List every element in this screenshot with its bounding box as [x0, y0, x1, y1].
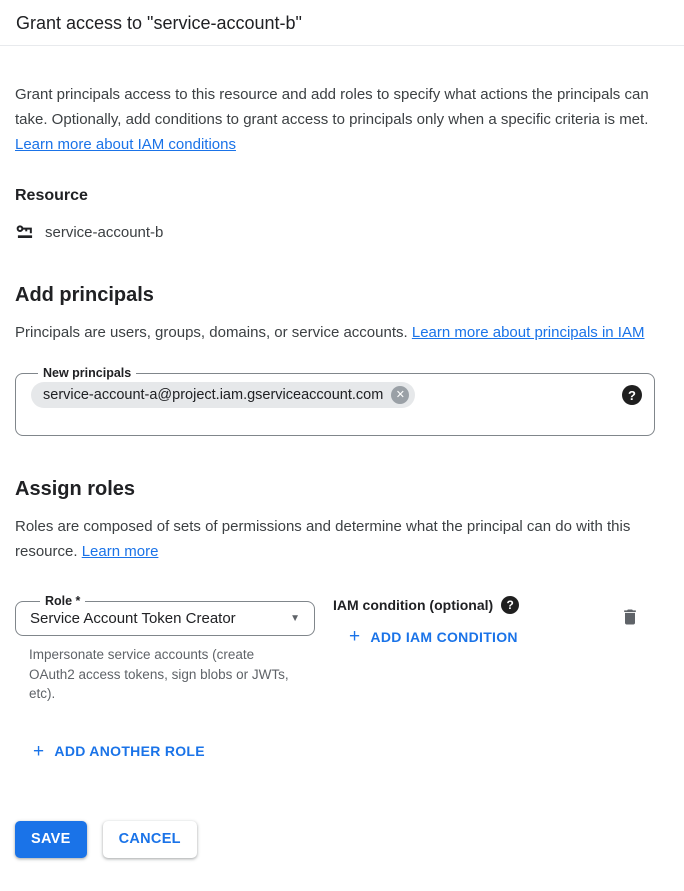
new-principals-field[interactable] — [15, 366, 655, 436]
add-another-role-button[interactable] — [33, 742, 205, 761]
iam-condition-help-icon[interactable]: ? — [501, 596, 519, 614]
dialog-header — [0, 0, 684, 46]
role-selected-value: Service Account Token Creator — [30, 610, 236, 627]
plus-icon: + — [349, 626, 361, 647]
assign-roles-description — [15, 514, 655, 564]
role-row — [15, 594, 655, 704]
iam-conditions-learn-more-link[interactable]: Learn more about IAM conditions — [15, 136, 236, 153]
principals-description-text: Principals are users, groups, domains, or service accounts. — [15, 324, 408, 341]
dialog-title: Grant access to "service-account-b" — [16, 13, 302, 33]
delete-role-button[interactable] — [620, 607, 640, 632]
role-help-text: Impersonate service accounts (create OAuth2 access tokens, sign blobs or JWTs, etc). — [29, 647, 289, 701]
iam-condition-label-row — [333, 596, 519, 614]
roles-description-text: Roles are composed of sets of permissions and determine what the principal can do with this resource. — [15, 518, 631, 560]
plus-icon: + — [33, 740, 45, 762]
add-iam-condition-label: ADD IAM CONDITION — [370, 628, 518, 645]
resource-row — [15, 222, 655, 242]
role-column — [15, 594, 315, 704]
iam-condition-column — [333, 596, 519, 647]
principal-chip[interactable] — [31, 382, 415, 408]
new-principals-label: New principals — [43, 366, 132, 380]
principals-learn-more-link[interactable]: Learn more about principals in IAM — [411, 324, 645, 341]
role-select-label: Role * — [45, 594, 81, 608]
resource-name: service-account-b — [45, 223, 164, 241]
add-iam-condition-button[interactable] — [349, 627, 518, 646]
assign-roles-heading: Assign roles — [15, 478, 136, 500]
principals-help-icon[interactable]: ? — [622, 385, 642, 405]
roles-learn-more-link[interactable]: Learn more — [81, 543, 159, 560]
resource-heading: Resource — [15, 187, 88, 204]
chevron-down-icon: ▼ — [290, 613, 300, 624]
service-account-icon — [15, 222, 35, 242]
cancel-button[interactable]: CANCEL — [103, 821, 197, 858]
role-select-value-row — [30, 610, 304, 627]
add-principals-description — [15, 320, 655, 345]
add-principals-heading: Add principals — [15, 284, 154, 306]
dialog-body — [0, 82, 684, 858]
principal-chip-text: service-account-a@project.iam.gserviceaccount.com — [43, 387, 384, 403]
save-button[interactable]: SAVE — [15, 821, 87, 858]
add-another-role-label: ADD ANOTHER ROLE — [54, 743, 205, 759]
iam-condition-label: IAM condition (optional) — [333, 597, 494, 613]
role-select[interactable] — [15, 594, 315, 636]
intro-text: Grant principals access to this resource and add roles to specify what actions the principals can take. Optionally, add conditions to grant access to principals only when a specific criteria is met. — [15, 86, 649, 128]
chip-remove-icon[interactable]: ✕ — [391, 386, 409, 404]
trash-icon — [620, 607, 640, 627]
intro-paragraph — [15, 82, 655, 157]
dialog-actions — [15, 821, 655, 858]
new-principals-field-body — [28, 382, 642, 408]
